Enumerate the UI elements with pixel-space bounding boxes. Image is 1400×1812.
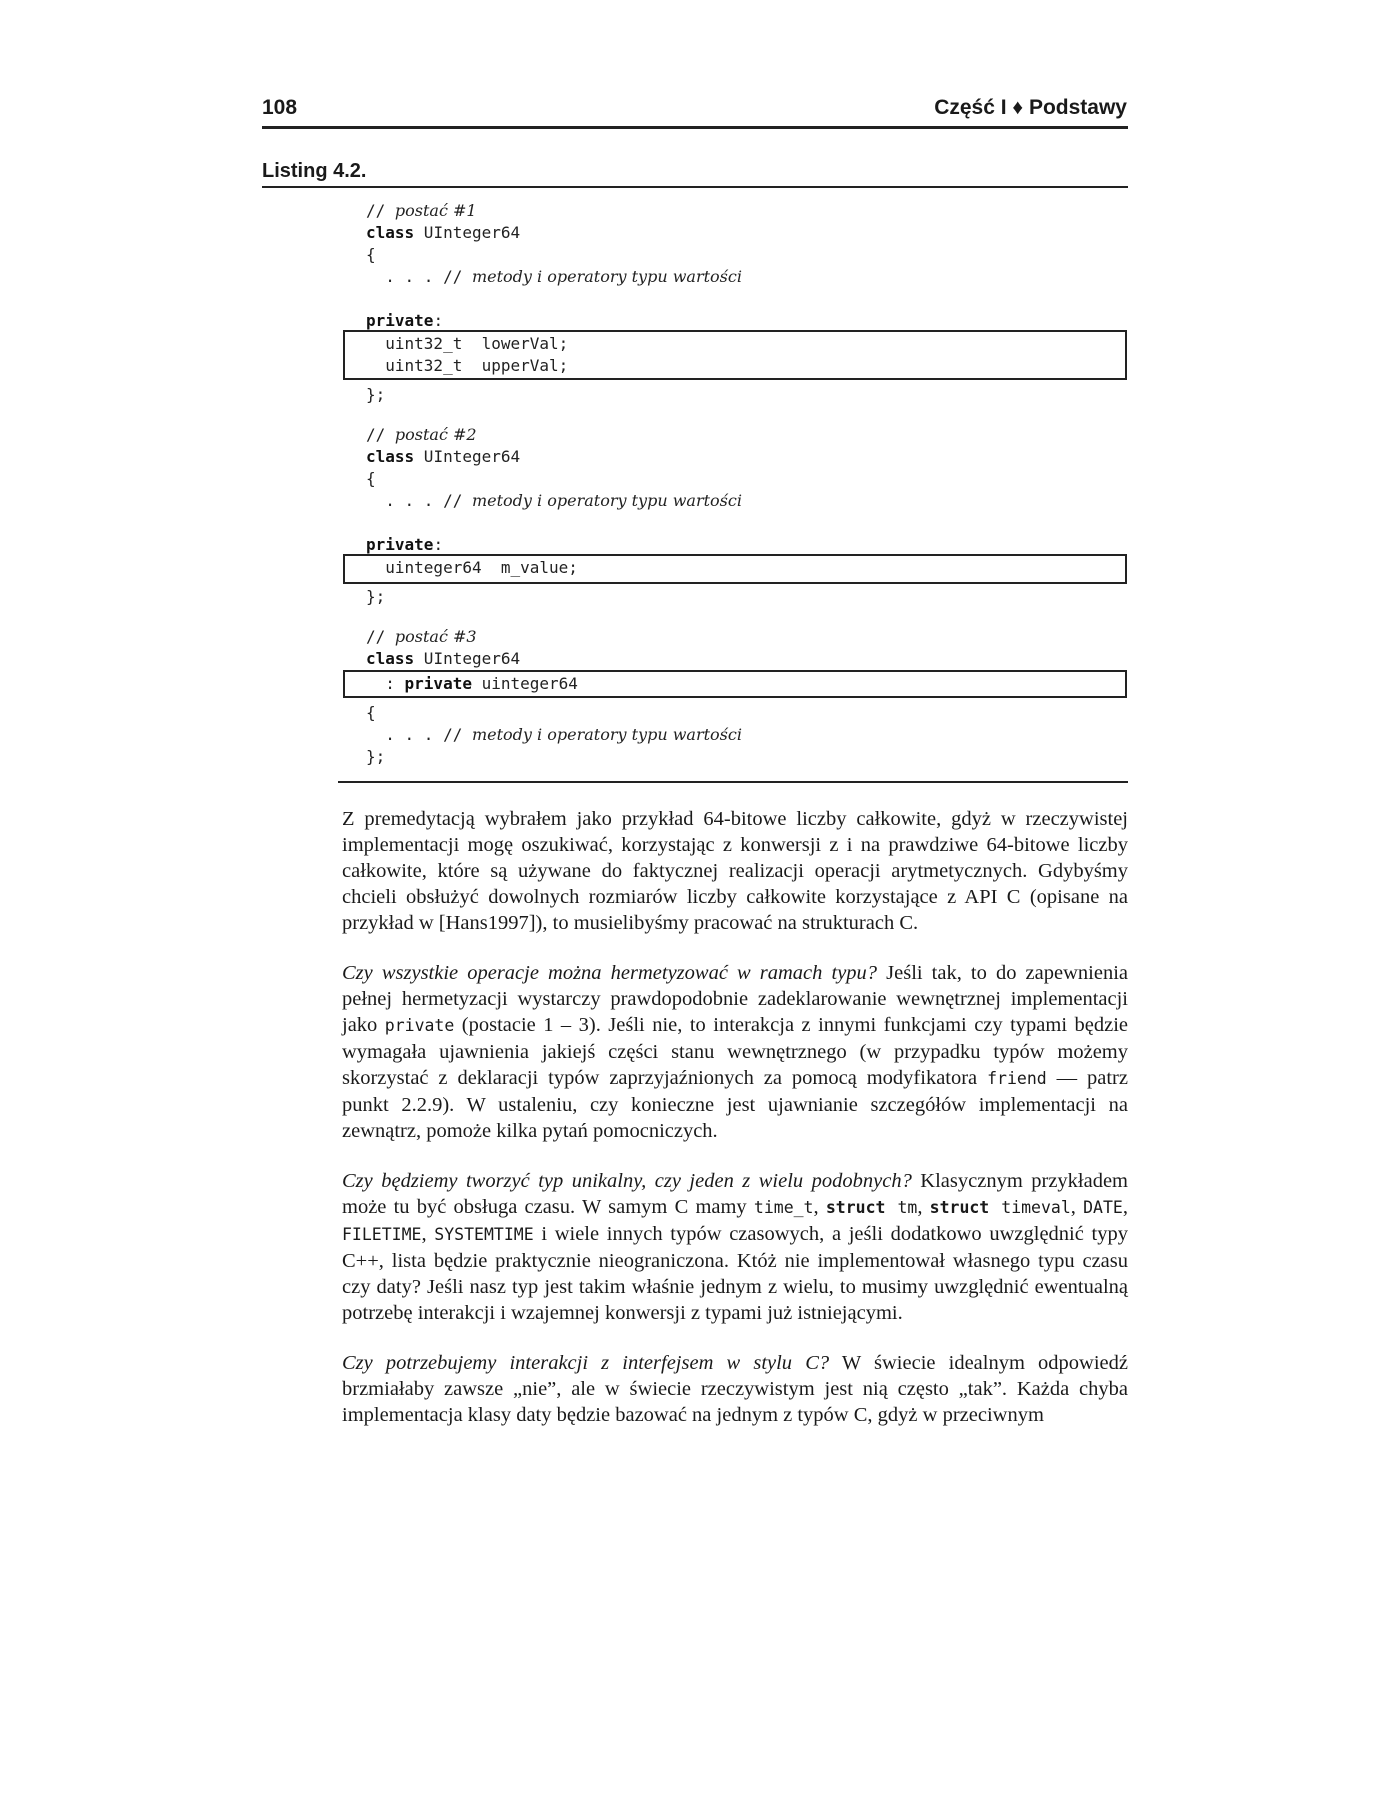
code-line-open3: { [366, 703, 376, 722]
listing-bottom-rule [338, 781, 1128, 783]
code-comment-methods3: . . . // metody i operatory typu wartości [366, 725, 742, 744]
code-comment-form3: // postać #3 [366, 627, 477, 646]
code-comment-form2: // postać #2 [366, 425, 477, 444]
paragraph-4: Czy potrzebujemy interakcji z interfejsem w stylu C? W świecie idealnym odpowiedź brzmiałaby zawsze „nie”, ale w świecie rzeczywistym jest nią często „tak”. Każda chyba implementacja klasy daty będzie bazować na jednym z typów C, gdyż w przeciwnym [342, 1352, 1128, 1426]
page-number: 108 [262, 96, 298, 119]
code-comment-methods2: . . . // metody i operatory typu wartości [366, 491, 742, 510]
paragraph-3: Czy będziemy tworzyć typ unikalny, czy jeden z wielu podobnych? Klasycznym przykładem może tu być obsługa czasu. W samym C mamy time_t, struct tm, struct timeval, DATE, FILETIME, SYSTEMTIME i wiele innych typów czasowych, a jeśli dodatkowo uwzględnić typy C++, lista będzie praktycznie nieograniczona. Któż nie implementował własnego typu czasu czy daty? Jeśli nasz typ jest takim właśnie jednym z wielu, to musimy uwzględnić ewentualną potrzebę interakcji i wzajemnej konwersji z typami już istniejącymi. [342, 1170, 1129, 1324]
code-line-close1: }; [366, 385, 386, 404]
code-line-class1: class UInteger64 [366, 223, 521, 242]
code-line-open2: { [366, 469, 376, 488]
running-head: Część I ♦ Podstawy [934, 96, 1127, 119]
code-line-class3: class UInteger64 [366, 649, 521, 668]
header-rule [262, 126, 1128, 129]
code-line-close2: }; [366, 587, 386, 606]
code-line-private2: private: [366, 535, 444, 554]
code-line-open1: { [366, 245, 376, 264]
code-comment-methods1: . . . // metody i operatory typu wartości [366, 267, 742, 286]
code-comment-form1: // postać #1 [366, 201, 477, 220]
listing-label: Listing 4.2. [262, 160, 367, 182]
paragraph-1: Z premedytacją wybrałem jako przykład 64-bitowe liczby całkowite, gdyż w rzeczywistej implementacji mogę oszukiwać, korzystając z konwersji z i na prawdziwe 64-bitowe liczby całkowite, które są używane do faktycznej realizacji operacji arytmetycznych. Gdybyśmy chcieli obsłużyć dowolnych rozmiarów liczby całkowite korzystające z API C (opisane na przykład w [Hans1997]), to musielibyśmy pracować na strukturach C. [342, 808, 1128, 934]
paragraph-2: Czy wszystkie operacje można hermetyzować w ramach typu? Jeśli tak, to do zapewnienia pełnej hermetyzacji wystarczy prawdopodobnie zadeklarowanie wewnętrznej implementacji jako private (postacie 1 – 3). Jeśli nie, to interakcja z innymi funkcjami czy typami będzie wymagała ujawnienia jakiejś części stanu wewnętrznego (w przypadku typów możemy skorzystać z deklaracji typów zaprzyjaźnionych za pomocą modyfikatora friend — patrz punkt 2.2.9). W ustaleniu, czy konieczne jest ujawnianie szczegółów implementacji na zewnątrz, pomoże kilka pytań pomocniczych. [342, 962, 1128, 1142]
body-text [342, 806, 1128, 1452]
code-line-member-upperval: uint32_t upperVal; [366, 356, 569, 375]
code-line-private1: private: [366, 311, 444, 330]
code-line-member-lowerval: uint32_t lowerVal; [366, 334, 569, 353]
code-line-close3: }; [366, 747, 386, 766]
code-line-class2: class UInteger64 [366, 447, 521, 466]
code-line-base-class: : private uinteger64 [366, 674, 578, 693]
code-line-member-mvalue: uinteger64 m_value; [366, 558, 578, 577]
listing-top-rule [262, 186, 1128, 188]
